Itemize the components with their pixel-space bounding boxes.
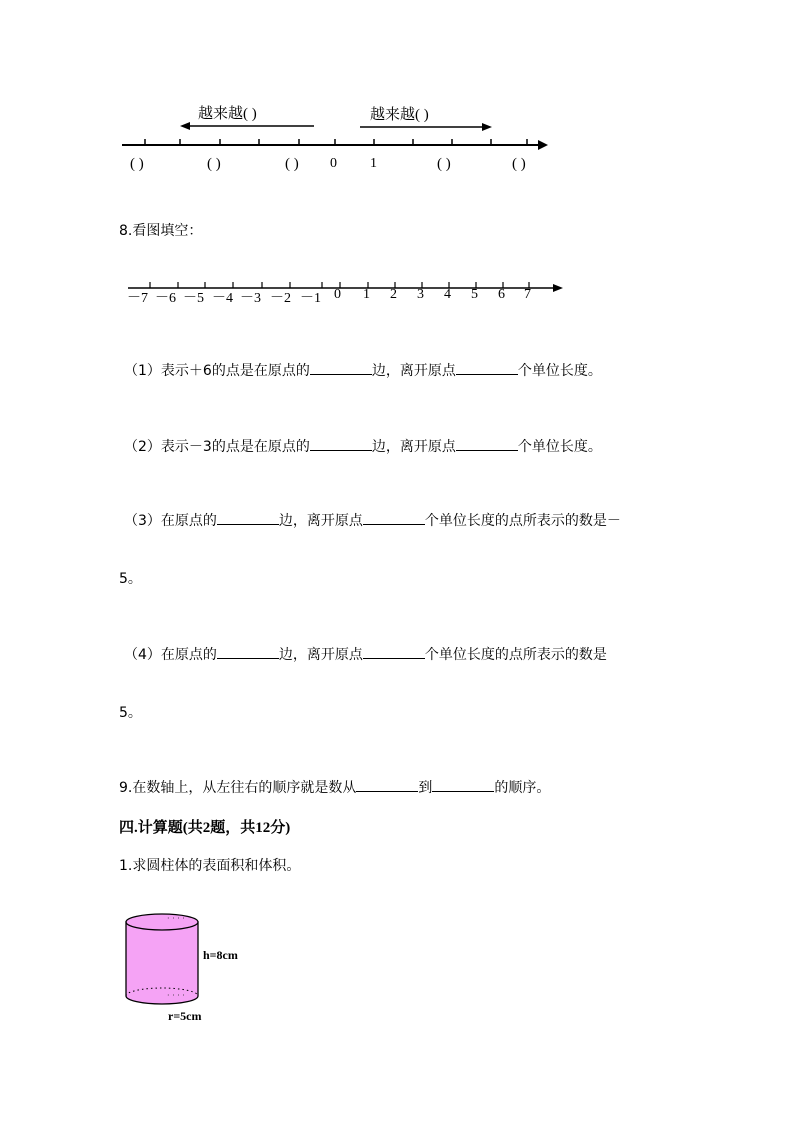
left-arrow-label: 越来越( ) [198, 106, 257, 122]
answer-blank[interactable] [356, 777, 418, 792]
answer-blank[interactable] [217, 510, 279, 525]
q8-tick-label: 3 [417, 287, 424, 302]
tick-label-zero: 0 [330, 156, 337, 171]
q9-text-c: 的顺序。 [494, 780, 551, 796]
q8-item-4-cont: 5。 [119, 705, 142, 721]
height-label: h=8cm [203, 948, 238, 962]
q8-tick-label: －6 [155, 291, 176, 306]
paren-blank: ( ) [512, 156, 526, 172]
answer-blank[interactable] [310, 436, 372, 451]
tick-label-one: 1 [370, 156, 377, 171]
q8-tick-label: 5 [471, 287, 478, 302]
q8-tick-label: 2 [390, 287, 397, 302]
answer-blank[interactable] [456, 436, 518, 451]
q8-tick-label: 7 [524, 287, 531, 302]
answer-blank[interactable] [217, 644, 279, 659]
q8-tick-label: 1 [363, 287, 370, 302]
q8-item-2-text-c: 个单位长度。 [517, 439, 602, 455]
q8-tick-label: －4 [212, 291, 233, 306]
section-heading: 四.计算题(共2题，共12分) [119, 820, 291, 836]
q8-tick-labels [0, 287, 794, 309]
q8-item-2-text-b: 边，离开原点 [371, 439, 456, 455]
q8-title: 8.看图填空： [119, 223, 203, 239]
right-arrow-label: 越来越( ) [370, 107, 429, 123]
answer-blank[interactable] [456, 360, 518, 375]
q8-item-1-text-a: （1）表示＋6的点是在原点的 [124, 363, 310, 379]
q8-tick-label: －5 [183, 291, 204, 306]
q8-item-4-text-c: 个单位长度的点所表示的数是 [424, 647, 607, 663]
q8-item-3-text-a: （3）在原点的 [124, 513, 217, 529]
top-numberline [0, 0, 794, 200]
q8-item-2 [124, 436, 602, 456]
q9-text-b: 到 [418, 780, 433, 796]
cylinder-top [126, 914, 198, 930]
q8-item-4 [124, 644, 607, 664]
left-arrowhead [180, 122, 190, 130]
q8-item-1 [124, 360, 602, 380]
q8-tick-label: －7 [127, 291, 148, 306]
paren-blank: ( ) [130, 156, 144, 172]
top-axis-arrowhead [538, 140, 548, 150]
calc-q1: 1.求圆柱体的表面积和体积。 [119, 858, 301, 874]
q8-tick-label: －1 [300, 291, 321, 306]
q9 [119, 777, 550, 797]
right-arrowhead [482, 123, 492, 131]
q8-item-3-text-b: 边，离开原点 [278, 513, 363, 529]
q8-tick-label: －3 [240, 291, 261, 306]
q8-item-3-text-c: 个单位长度的点所表示的数是－ [424, 513, 621, 529]
q8-tick-label: －2 [270, 291, 291, 306]
q8-item-4-text-b: 边，离开原点 [278, 647, 363, 663]
q8-tick-label: 0 [334, 287, 341, 302]
paren-blank: ( ) [207, 156, 221, 172]
q8-item-4-text-a: （4）在原点的 [124, 647, 217, 663]
paren-blank: ( ) [437, 156, 451, 172]
cylinder-body [126, 922, 198, 1004]
q8-item-2-text-a: （2）表示－3的点是在原点的 [124, 439, 310, 455]
decor-dots: · · · · [167, 991, 185, 1000]
answer-blank[interactable] [363, 644, 425, 659]
top-numberline-svg [0, 0, 794, 200]
q9-text-a: 9.在数轴上，从左往右的顺序就是数从 [119, 780, 357, 796]
answer-blank[interactable] [363, 510, 425, 525]
paren-blank: ( ) [285, 156, 299, 172]
q8-item-3 [124, 510, 621, 530]
answer-blank[interactable] [432, 777, 494, 792]
q8-tick-label: 4 [444, 287, 451, 302]
q8-item-1-text-c: 个单位长度。 [517, 363, 602, 379]
answer-blank[interactable] [310, 360, 372, 375]
q8-item-1-text-b: 边，离开原点 [371, 363, 456, 379]
decor-dots: · · · · [167, 914, 185, 923]
q8-item-3-cont: 5。 [119, 571, 142, 587]
q8-tick-label: 6 [498, 287, 505, 302]
radius-label: r=5cm [168, 1009, 202, 1023]
